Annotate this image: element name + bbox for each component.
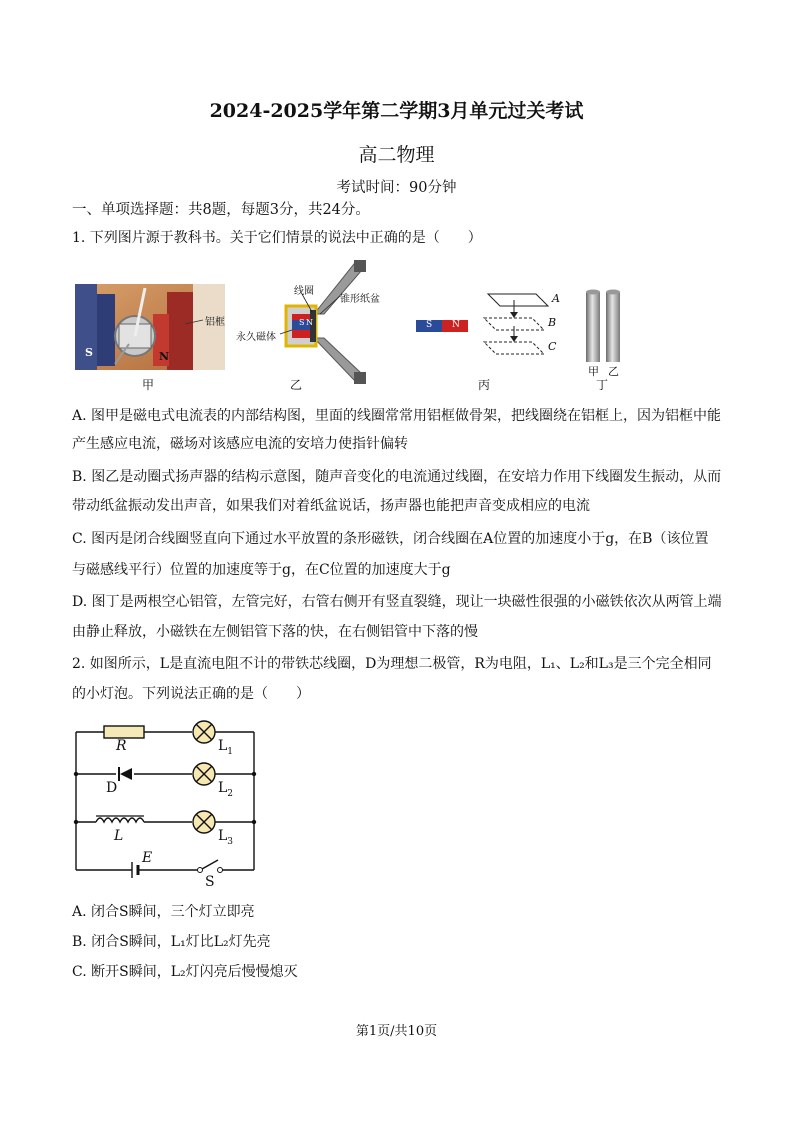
label-pipe-yi: 乙: [608, 365, 619, 378]
subject-title: 高二物理: [358, 144, 435, 166]
q2-option-b: B. 闭合S瞬间，L₁灯比L₂灯先亮: [72, 934, 271, 950]
q2-stem-line1: 2. 如图所示，L是直流电阻不计的带铁芯线圈，D为理想二极管，R为电阻，L₁、L₂和L₃是三个完全相同: [72, 656, 712, 672]
magnet-n: N: [452, 320, 460, 330]
exam-time: 考试时间：90分钟: [336, 180, 457, 196]
label-c: C: [548, 340, 557, 353]
label-switch: S: [205, 874, 215, 890]
q2-option-a: A. 闭合S瞬间，三个灯立即亮: [72, 904, 255, 920]
label-cone: 锥形纸盆: [340, 294, 380, 305]
q1-option-d-line1: D. 图丁是两根空心铝管，左管完好，右管右侧开有竖直裂缝，现让一块磁性很强的小磁铁依次从两管上端: [72, 594, 722, 610]
q1-stem: 1. 下列图片源于教科书。关于它们情景的说法中正确的是（ ）: [72, 230, 482, 246]
q1-option-a-line1: A. 图甲是磁电式电流表的内部结构图，里面的线圈常常用铝框做骨架，把线圈绕在铝框上，因为铝框中能: [72, 408, 722, 424]
q1-option-d-line2: 由静止释放，小磁铁在左侧铝管下落的快，在右侧铝管中下落的慢: [72, 624, 478, 640]
label-inductor: L: [114, 828, 124, 844]
q1-option-a-line2: 产生感应电流，磁场对该感应电流的安培力使指针偏转: [72, 436, 408, 452]
section-heading: 一、单项选择题：共8题，每题3分，共24分。: [72, 202, 370, 218]
label-a: A: [552, 292, 560, 305]
label-pipe-jia: 甲: [588, 365, 599, 378]
caption-jia: 甲: [141, 378, 154, 392]
label-permanent-magnet: 永久磁体: [236, 332, 276, 343]
figure-jia: [75, 284, 225, 370]
circuit-diagram: [70, 718, 262, 892]
label-b: B: [548, 316, 557, 329]
exam-title: 2024-2025学年第二学期3月单元过关考试: [209, 100, 584, 122]
page-number: 第1页/共10页: [355, 1024, 438, 1039]
q1-option-b-line1: B. 图乙是动圈式扬声器的结构示意图，随声音变化的电流通过线圈，在安培力作用下线圈发生振动，从而: [72, 469, 722, 485]
caption-ding: 丁: [595, 378, 608, 392]
magnet-s: S: [426, 320, 433, 330]
figure-yi: [236, 256, 386, 386]
figure-ding: [582, 288, 626, 364]
label-coil: 线圈: [294, 286, 314, 297]
label-l3: $L_3$: [218, 828, 234, 847]
q2-option-c: C. 断开S瞬间，L₂灯闪亮后慢慢熄灭: [72, 964, 298, 980]
figure-bing: [414, 290, 564, 360]
caption-bing: 丙: [477, 378, 490, 392]
label-r: R: [116, 738, 127, 754]
label-l1: $L_1$: [218, 738, 234, 757]
q1-option-c-line1: C. 图丙是闭合线圈竖直向下通过水平放置的条形磁铁，闭合线圈在A位置的加速度小于g，在B（该位置: [72, 531, 709, 547]
q1-option-b-line2: 带动纸盆振动发出声音，如果我们对着纸盆说话，扬声器也能把声音变成相应的电流: [72, 498, 590, 514]
label-d: D: [106, 780, 118, 796]
caption-yi: 乙: [289, 378, 302, 392]
label-n: N: [306, 318, 313, 327]
label-aluminum-frame: 铝框: [205, 317, 225, 328]
label-l2: $L_2$: [218, 780, 234, 799]
label-n-pole: N: [159, 350, 170, 363]
label-s-pole: S: [85, 346, 93, 359]
label-e: E: [142, 850, 153, 866]
q1-option-c-line2: 与磁感线平行）位置的加速度等于g，在C位置的加速度大于g: [72, 562, 451, 578]
label-s: S: [299, 318, 305, 327]
q2-stem-line2: 的小灯泡。下列说法正确的是（ ）: [72, 686, 310, 702]
